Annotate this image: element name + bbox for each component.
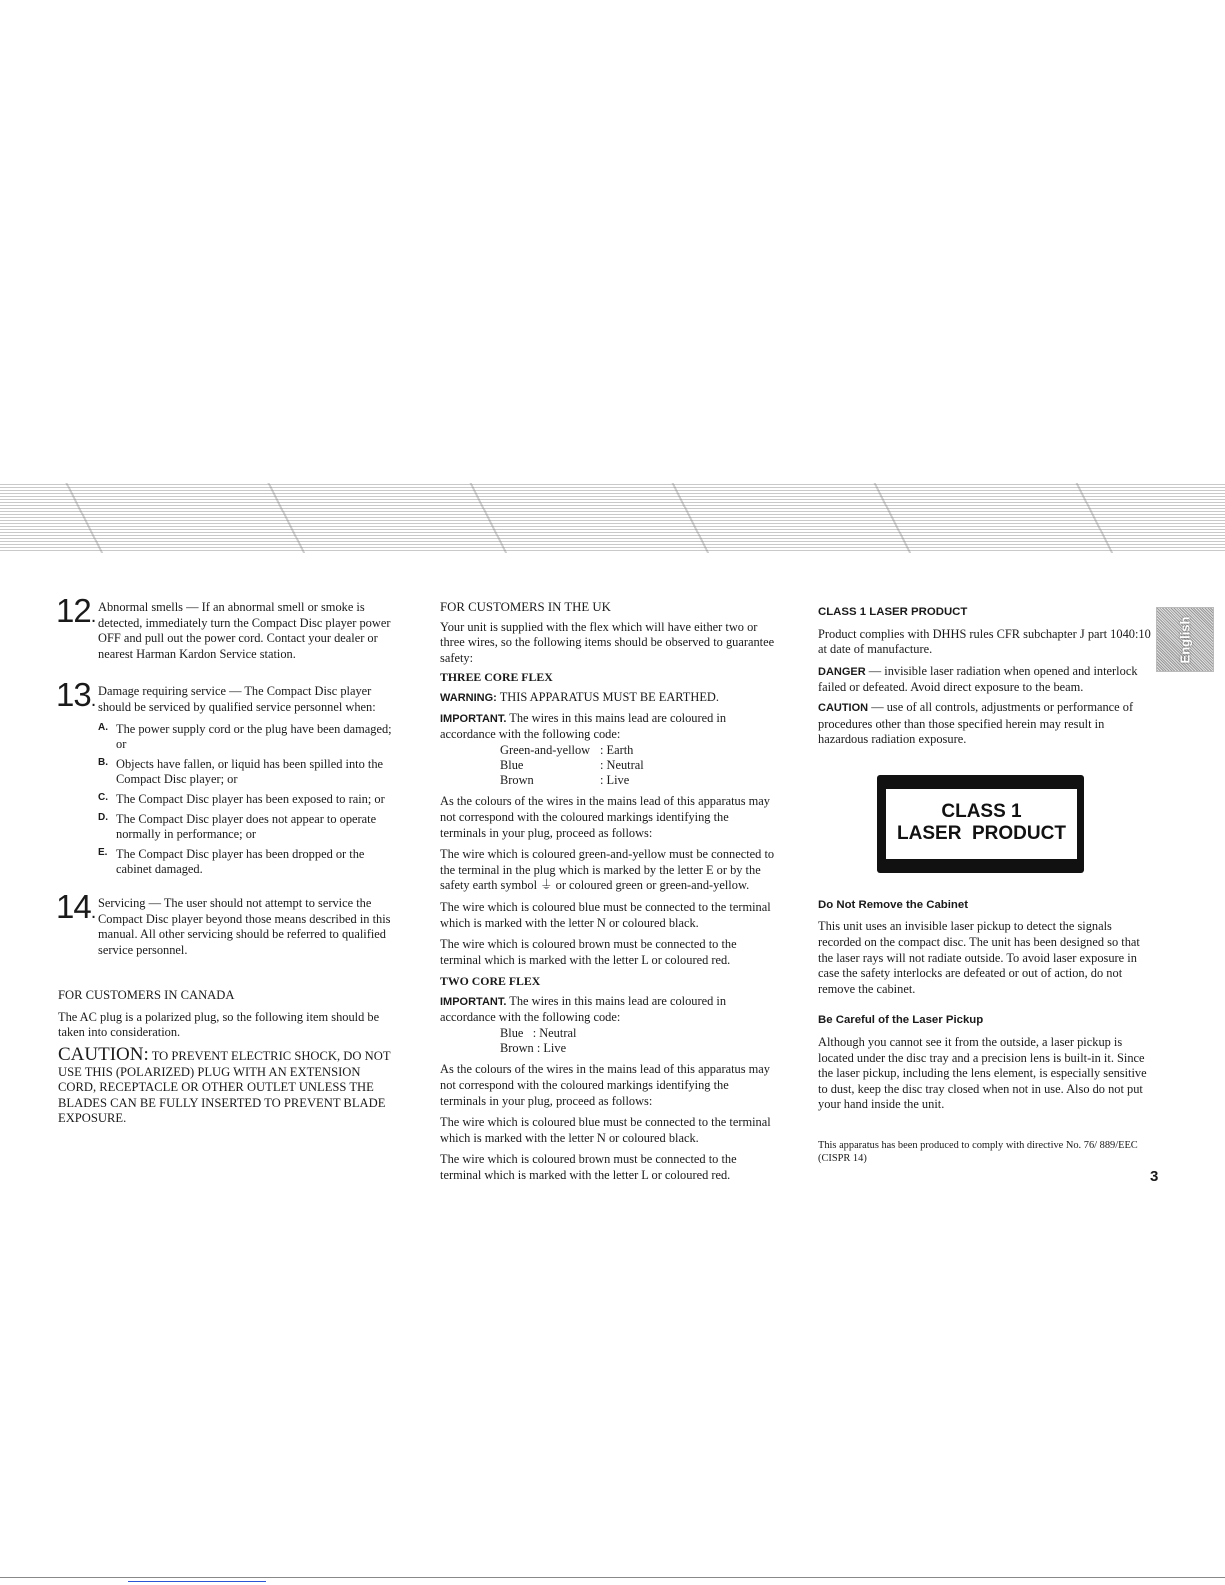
sub-item-d: D. The Compact Disc player does not appear to operate normally in performance; or [98,811,377,842]
pickup-heading: Be Careful of the Laser Pickup [818,1014,984,1027]
page-edge-rule [0,1577,1225,1578]
class1-text: Product complies with DHHS rules CFR subchapter J part 1040:10 at date of manufacture. [818,626,1151,657]
laser-label-line1: CLASS 1 [941,801,1022,822]
page-number: 3 [1150,1168,1159,1185]
paragraph: As the colours of the wires in the mains lead of this apparatus may not correspond with the coloured markings identifying the terminals in your plug, proceed as follows: [440,794,770,840]
list-item-14 [56,887,398,958]
decorative-banner [0,483,1225,553]
cabinet-heading: Do Not Remove the Cabinet [818,898,968,911]
code-row: Brown : Live [500,1041,567,1056]
paragraph: The wire which is coloured blue must be connected to the terminal which is marked with the letter N or coloured black. [440,1115,771,1145]
three-core-heading: THREE CORE FLEX [440,670,553,685]
item-number: 13. [56,676,96,714]
cabinet-text: This unit uses an invisible laser pickup to detect the signals recorded on the compact disc. The unit has been designed so that the laser rays will not radiate outside. To avoid laser exposure in case the safety interlocks are defeated or out of action, do not remove the cabinet. [818,919,1140,996]
right-column [818,605,1153,1165]
sub-item-e: E. The Compact Disc player has been dropped or the cabinet damaged. [98,846,365,877]
item-number: 12. [56,592,96,629]
sub-item-a: A. The power supply cord or the plug have been damaged; or [98,721,392,752]
item-number: 14. [56,887,96,925]
canada-heading: FOR CUSTOMERS IN CANADA [58,988,235,1003]
warning-line: WARNING: THIS APPARATUS MUST BE EARTHED. [440,689,719,704]
uk-heading: FOR CUSTOMERS IN THE UK [440,600,611,614]
code-row: Blue : Neutral [500,1026,577,1041]
directive-footnote: This apparatus has been produced to comply with directive No. 76/ 889/EEC (CISPR 14) [818,1139,1138,1164]
caution-word: CAUTION: [58,1044,149,1066]
caution-text: TO PREVENT ELECTRIC SHOCK, DO NOT USE THIS (POLARIZED) PLUG WITH AN EXTENSION CORD, RECEPTACLE OR OTHER OUTLET UNLESS THE BLADES CAN BE FULLY INSERTED TO PREVENT BLADE EXPOSURE. [58,1049,391,1126]
pickup-text: Although you cannot see it from the outside, a laser pickup is located under the disc tray and a precision lens is built-in it. Since the laser pickup, including the lens element, is especially sensitive to dust, keep the disc tray closed when not in use. Also do not put your hand inside the unit. [818,1034,1147,1112]
item-text: Servicing — The user should not attempt to service the Compact Disc player beyond those means described in this manual. All other servicing should be referred to qualified service personnel. [98,895,391,957]
paragraph: The wire which is coloured brown must be connected to the terminal which is marked with the letter L or coloured red. [440,937,737,967]
paragraph: The wire which is coloured green-and-yellow must be connected to the terminal in the plug which is marked by the letter E or by the safety earth symbol ⏚ or coloured green or green-and-yellow. [440,847,775,893]
edge-mark [128,1581,266,1582]
uk-intro: Your unit is supplied with the flex which will have either two or three wires, so the following items should be observed to guarantee safety: [440,619,775,665]
sub-item-c: C. The Compact Disc player has been exposed to rain; or [98,791,385,806]
caution-line: CAUTION — use of all controls, adjustments or performance of procedures other than those specified herein may result in hazardous radiation exposure. [818,699,1134,747]
code-row: Blue : Neutral [500,757,644,772]
paragraph: The wire which is coloured blue must be connected to the terminal which is marked with the letter N or coloured black. [440,899,771,930]
important-line: IMPORTANT. The wires in this mains lead are coloured in accordance with the following code: [440,710,727,742]
important-line: IMPORTANT. The wires in this mains lead are coloured in accordance with the following code: [440,993,727,1025]
canada-text: The AC plug is a polarized plug, so the following item should be taken into consideration. [58,1009,380,1040]
list-item-12 [56,592,398,662]
laser-label-line2: LASER PRODUCT [897,823,1066,844]
class1-heading: CLASS 1 LASER PRODUCT [818,606,968,618]
laser-label [877,775,1084,873]
item-text: Abnormal smells — If an abnormal smell or smoke is detected, immediately turn the Compact Disc player power OFF and pull out the power cord. Contact your dealer or nearest Harman Kardon Service station. [98,600,391,661]
sub-item-b: B. Objects have fallen, or liquid has been spilled into the Compact Disc player; or [98,756,384,787]
two-core-heading: TWO CORE FLEX [440,974,541,989]
sub-list [98,722,398,878]
item-text: Damage requiring service — The Compact Disc player should be serviced by qualified service personnel when: [98,684,376,714]
language-tab-label: English [1177,616,1193,663]
code-row: Green-and-yellow : Earth [500,742,634,757]
left-column [56,592,398,1127]
list-item-13 [56,676,398,878]
caution-notice [58,1044,398,1127]
language-tab [1156,607,1214,672]
danger-line: DANGER — invisible laser radiation when opened and interlock failed or defeated. Avoid direct exposure to the beam. [818,663,1138,695]
middle-column [440,600,775,1184]
paragraph: As the colours of the wires in the mains lead of this apparatus may not correspond with the coloured markings identifying the terminals in your plug, proceed as follows: [440,1062,770,1108]
code-row: Brown : Live [500,773,630,788]
paragraph: The wire which is coloured brown must be connected to the terminal which is marked with the letter L or coloured red. [440,1152,737,1183]
